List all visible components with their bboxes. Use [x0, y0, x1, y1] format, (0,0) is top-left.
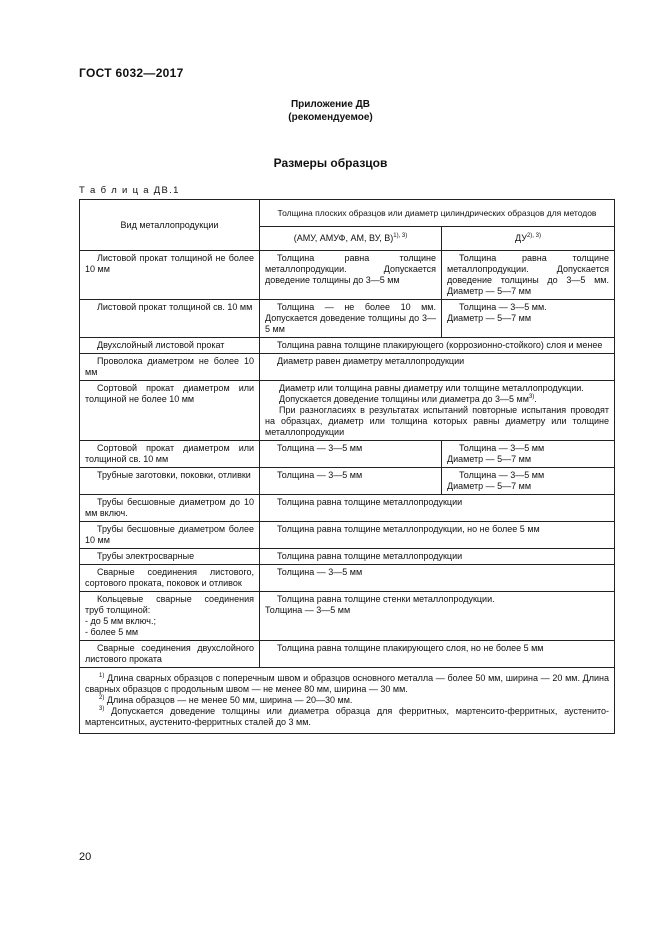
- method-a-value: Толщина — 3—5 мм: [260, 468, 442, 495]
- merged-value-cell: Толщина равна толщине плакирующего (коррозионно-стойкого) слоя и менее: [260, 338, 615, 354]
- table-row: [80, 495, 615, 522]
- footnote: $^{2)}$ Длина образцов — не менее 50 мм, ширина — 20—30 мм.: [99, 695, 353, 705]
- table-row: [80, 565, 615, 592]
- product-cell: Трубы бесшовные диаметром более 10 мм: [80, 522, 260, 549]
- specimen-size-table: [79, 199, 615, 734]
- merged-value-cell: Толщина — 3—5 мм: [260, 565, 615, 592]
- col-header-method-a: (АМУ, АМУФ, АМ, ВУ, В)$^{1), 3)}$: [260, 227, 442, 251]
- product-cell: Трубные заготовки, поковки, отливки: [80, 468, 260, 495]
- footnote-row: [80, 668, 615, 734]
- col-header-method-b: $ДУ^{2), 3)}$: [442, 227, 615, 251]
- product-cell: Сварные соединения листового, сортового проката, поковок и отливок: [80, 565, 260, 592]
- table-row: [80, 641, 615, 668]
- table-row: [80, 354, 615, 381]
- appendix-heading: [0, 98, 661, 124]
- product-cell: Трубы электросварные: [80, 549, 260, 565]
- merged-value-cell: Толщина равна толщине металлопродукции: [260, 495, 615, 522]
- footnotes: [80, 668, 615, 734]
- product-cell: Кольцевые сварные соединения труб толщиной: - до 5 мм включ.; - более 5 мм: [80, 592, 260, 641]
- product-cell: Листовой прокат толщиной не более 10 мм: [80, 251, 260, 300]
- method-b-value: Толщина равна толщине металлопродукции. Допускается доведение толщины до 3—5 мм. Диаметр — 5—7 мм: [442, 251, 615, 300]
- method-a-value: Толщина равна толщине металлопродукции. Допускается доведение толщины до 3—5 мм: [260, 251, 442, 300]
- product-cell: Сортовой прокат диаметром или толщиной не более 10 мм: [80, 381, 260, 441]
- merged-value-cell: Диаметр равен диаметру металлопродукции: [260, 354, 615, 381]
- merged-value-cell: Диаметр или толщина равны диаметру или толщине металлопродукции. Допускается доведение толщины или диаметра до 3—5 $мм^{3)}$. При разногласиях в результатах испытаний повторные испытания проводят на образцах, диаметр или толщина которых равны диаметру или толщине металлопродукции: [260, 381, 615, 441]
- merged-value-cell: Толщина равна толщине плакирующего слоя, но не более 5 мм: [260, 641, 615, 668]
- col-header-product: Вид металлопродукции: [80, 200, 260, 251]
- table-row: [80, 468, 615, 495]
- section-title: Размеры образцов: [273, 156, 388, 170]
- method-b-value: Толщина — 3—5 мм Диаметр — 5—7 мм: [442, 468, 615, 495]
- table-row: [80, 251, 615, 300]
- table-row: [80, 592, 615, 641]
- table-row: [80, 549, 615, 565]
- merged-value-cell: Толщина равна толщине металлопродукции, но не более 5 мм: [260, 522, 615, 549]
- product-cell: Двухслойный листовой прокат: [80, 338, 260, 354]
- product-cell: Листовой прокат толщиной св. 10 мм: [80, 300, 260, 338]
- method-a-value: Толщина — не более 10 мм. Допускается доведение толщины до 3—5 мм: [260, 300, 442, 338]
- table-row: [80, 522, 615, 549]
- method-b-value: Толщина — 3—5 мм Диаметр — 5—7 мм: [442, 441, 615, 468]
- footnote: $^{3)}$ Допускается доведение толщины или диаметра образца для ферритных, мартенсито-ферритных, аустенито-мартенситных, аустенито-ферритных сталей до 3 мм.: [85, 706, 609, 727]
- appendix-title: Приложение ДВ: [290, 99, 371, 110]
- col-header-methods: Толщина плоских образцов или диаметр цилиндрических образцов для методов: [260, 200, 615, 227]
- page-number: 20: [79, 851, 92, 863]
- table-label: Т а б л и ц а ДВ.1: [79, 185, 180, 196]
- table-row: [80, 441, 615, 468]
- appendix-status: (рекомендуемое): [288, 112, 373, 123]
- table-row: [80, 338, 615, 354]
- table-row: [80, 300, 615, 338]
- merged-value-cell: Толщина равна толщине металлопродукции: [260, 549, 615, 565]
- product-cell: Сортовой прокат диаметром или толщиной св. 10 мм: [80, 441, 260, 468]
- method-b-value: Толщина — 3—5 мм. Диаметр — 5—7 мм: [442, 300, 615, 338]
- footnote: $^{1)}$ Длина сварных образцов с поперечным швом и образцов основного металла — более 50 мм, ширина — 20 мм. Длина сварных образцов с продольным швом — не менее 80 мм, ширина — 30 мм.: [85, 673, 609, 694]
- header-row: [80, 200, 615, 227]
- method-a-value: Толщина — 3—5 мм: [260, 441, 442, 468]
- product-cell: Сварные соединения двухслойного листового проката: [80, 641, 260, 668]
- product-cell: Трубы бесшовные диаметром до 10 мм включ.: [80, 495, 260, 522]
- table-row: [80, 381, 615, 441]
- document-id: ГОСТ 6032—2017: [79, 66, 184, 80]
- merged-value-cell: Толщина равна толщине стенки металлопродукции. Толщина — 3—5 мм: [260, 592, 615, 641]
- product-cell: Проволока диаметром не более 10 мм: [80, 354, 260, 381]
